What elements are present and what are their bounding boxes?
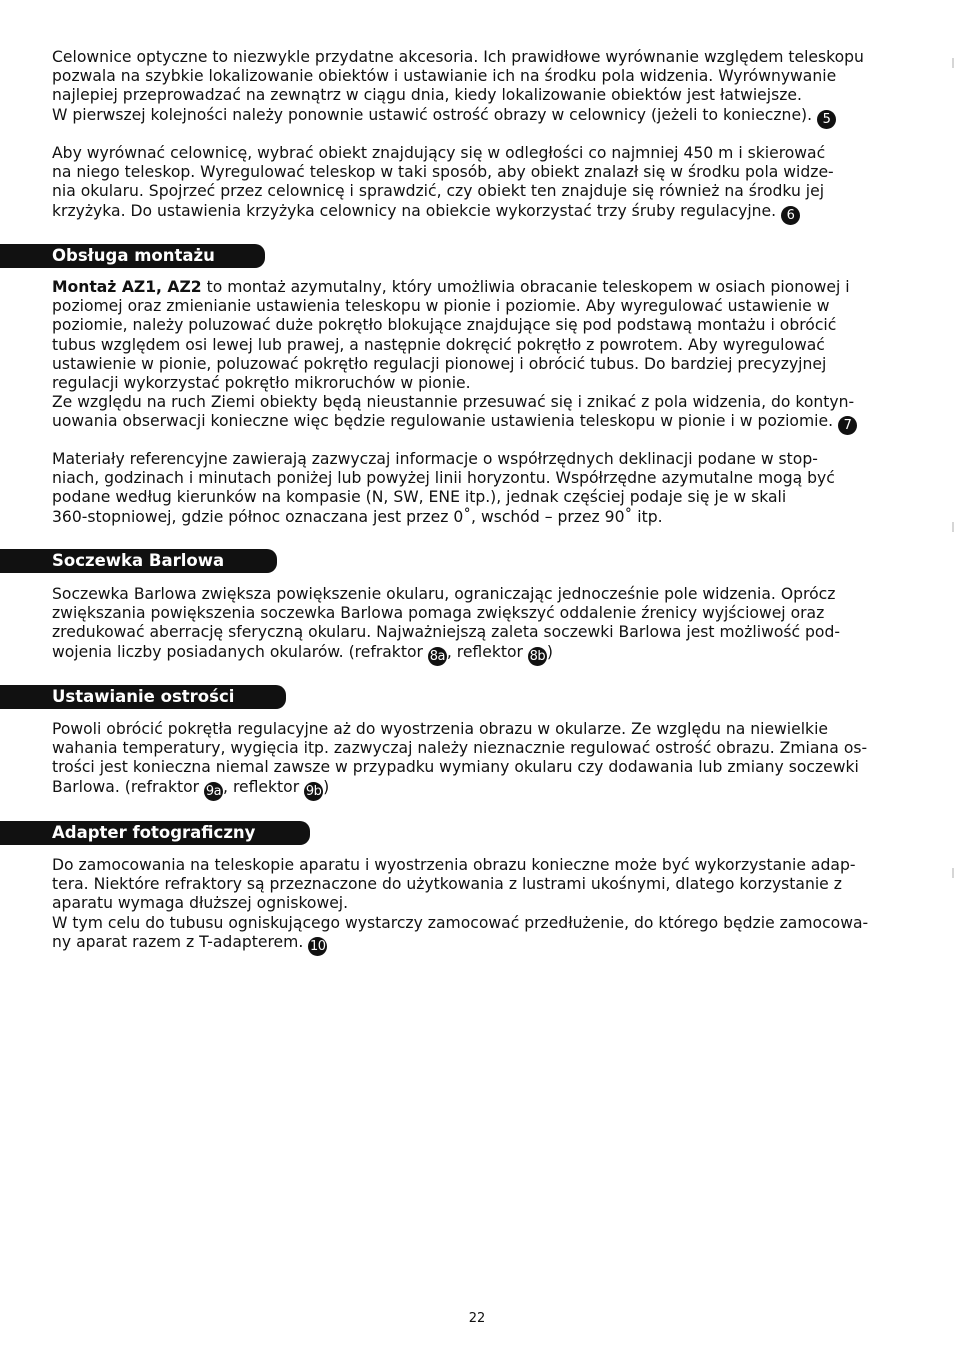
- figure-reference-badge: 9b: [305, 783, 322, 799]
- text-line: krzyżyka. Do ustawienia krzyżyka celownicy na obiekcie wykorzystać trzy śruby regulacyjne.: [52, 201, 777, 220]
- text-line: ny aparat razem z T-adapterem.: [52, 932, 304, 951]
- text-line: Celownice optyczne to niezwykle przydatne akcesoria. Ich prawidłowe wyrównanie względem teleskopu: [52, 48, 864, 66]
- figure-reference-badge: 7: [838, 416, 857, 435]
- text-line: pozwala na szybkie lokalizowanie obiektów i ustawianie ich na środku pola widzenia. Wyrównywanie: [52, 67, 837, 86]
- text-line: to montaż azymutalny, który umożliwia obracanie teleskopem w osiach pionowej i: [201, 278, 850, 296]
- text-line: niach, godzinach i minutach poniżej lub powyżej linii horyzontu. Współrzędne azymutalne mogą być: [52, 469, 835, 488]
- text-line: W tym celu do tubusu ogniskującego wystarczy zamocować przedłużenie, do którego będzie zamocowa-: [52, 913, 869, 932]
- text-line: Soczewka Barlowa zwiększa powiększenie okularu, ograniczając jednocześnie pole widzenia. Oprócz: [52, 585, 836, 603]
- text-line: zredukować aberrację sferyczną okularu. Najważniejszą zaleta soczewki Barlowa jest możliwość pod-: [52, 623, 840, 642]
- figure-reference-badge: 10: [309, 938, 326, 954]
- text-line: 360-stopniowej, gdzie północ oznaczana jest przez 0˚, wschód – przez 90˚ itp.: [52, 507, 663, 526]
- text-fragment: , reflektor: [446, 642, 528, 661]
- figure-reference-badge: 9a: [205, 783, 222, 799]
- text-line: W pierwszej kolejności należy ponownie ustawić ostrość obrazy w celownicy (jeżeli to konieczne).: [52, 105, 813, 124]
- text-line: na niego teleskop. Wyregulować teleskop w taki sposób, aby obiekt znalazł się w środku pola widze-: [52, 163, 834, 182]
- text-fragment: ): [546, 642, 553, 661]
- text-line: zwiększania powiększenia soczewka Barlowa pomaga zwiększyć oddalenie źrenicy wyjściowej oraz: [52, 604, 825, 623]
- text-line: wojenia liczby posiadanych okularów. (refraktor: [52, 642, 428, 661]
- page-number: 22: [468, 1311, 486, 1326]
- text-line: Materiały referencyjne zawierają zazwyczaj informacje o współrzędnych deklinacji podane w stop-: [52, 450, 818, 468]
- figure-reference-badge: 6: [781, 206, 800, 225]
- text-line: wahania temperatury, wygięcia itp. zazwyczaj należy nieznacznie regulować ostrość obrazu. Zmiana os-: [52, 739, 868, 758]
- mount-paragraph-2: [52, 450, 910, 527]
- figure-reference-badge: 5: [817, 110, 836, 129]
- text-line: poziomej oraz zmienianie ustawienia teleskopu w pionie i poziomie. Aby wyregulować ustawienie w: [52, 297, 830, 316]
- text-line: Do zamocowania na teleskopie aparatu i wyostrzenia obrazu konieczne może być wykorzystanie adap-: [52, 856, 856, 874]
- section-heading-adapter: Adapter fotograficzny: [0, 821, 310, 845]
- text-line: regulacji wykorzystać pokrętło mikroruchów w pionie.: [52, 374, 471, 393]
- text-fragment: ): [323, 777, 330, 796]
- mount-model-label: Montaż AZ1, AZ2: [52, 278, 202, 296]
- text-line: Powoli obrócić pokrętła regulacyjne aż do wyostrzenia obrazu w okularze. Ze względu na niewielkie: [52, 720, 829, 738]
- text-line: tera. Niektóre refraktory są przeznaczone do użytkowania z lustrami ukośnymi, dlatego korzystanie z: [52, 875, 842, 894]
- text-line: uowania obserwacji konieczne więc będzie regulowanie ustawienia teleskopu w pionie i w poziomie.: [52, 412, 834, 431]
- mount-paragraph-1: [52, 278, 910, 435]
- figure-reference-badge: 8a: [429, 648, 445, 664]
- text-line: nia okularu. Spojrzeć przez celownicę i sprawdzić, czy obiekt ten znajduje się również na środku jej: [52, 182, 825, 201]
- section-heading-focus: Ustawianie ostrości: [0, 685, 286, 709]
- text-line: aparatu wymaga dłuższej ogniskowej.: [52, 894, 349, 913]
- section-heading-mount: Obsługa montażu: [0, 244, 265, 268]
- adapter-paragraph: [52, 856, 910, 956]
- text-line: tubus względem osi lewej lub prawej, a następnie dokręcić pokrętło z powrotem. Aby wyregulować: [52, 335, 825, 354]
- text-line: trości jest konieczna niemal zawsze w przypadku wymiany okularu czy dodawania lub zmiany soczewki: [52, 758, 859, 777]
- text-line: poziomie, należy poluzować duże pokrętło blokujące znajdujące się pod podstawą montażu i obrócić: [52, 316, 837, 335]
- intro-paragraph-2: [52, 144, 910, 225]
- text-line: najlepiej przeprowadzać na zewnątrz w ciągu dnia, kiedy lokalizowanie obiektów jest łatwiejsze.: [52, 86, 802, 105]
- intro-paragraph-1: [52, 48, 910, 129]
- barlow-paragraph: [52, 585, 910, 666]
- text-line: podane według kierunków na kompasie (N, SW, ENE itp.), jednak częściej podaje się je w skali: [52, 488, 787, 507]
- text-line: Aby wyrównać celownicę, wybrać obiekt znajdujący się w odległości co najmniej 450 m i skierować: [52, 144, 826, 162]
- text-line: Barlowa. (refraktor: [52, 777, 205, 796]
- section-heading-barlow: Soczewka Barlowa: [0, 549, 277, 573]
- text-line: Ze względu na ruch Ziemi obiekty będą nieustannie przesuwać się i znikać z pola widzenia, do kontyn-: [52, 393, 855, 412]
- text-line: ustawienie w pionie, poluzować pokrętło regulacji pionowej i obrócić tubus. Do bardziej precyzyjnej: [52, 354, 827, 373]
- text-fragment: , reflektor: [223, 777, 305, 796]
- focus-paragraph: [52, 720, 910, 801]
- figure-reference-badge: 8b: [529, 648, 546, 664]
